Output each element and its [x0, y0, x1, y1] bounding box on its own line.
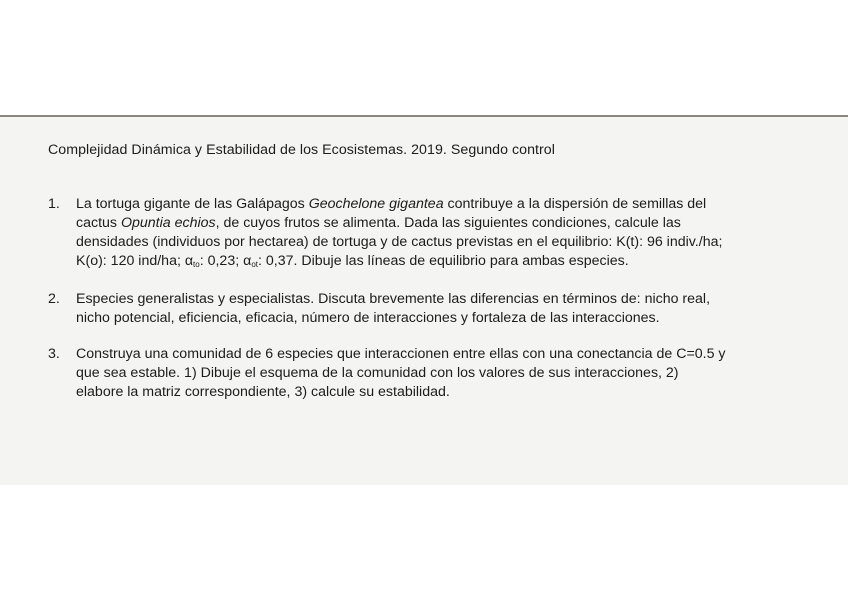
text-run: contribuye a la dispersión de semillas del	[443, 196, 707, 212]
question-line: densidades (individuos por hectarea) de tortuga y de cactus previstas en el equilibrio: K(t): 96 indiv./ha;	[76, 234, 723, 250]
page-margin-bottom	[0, 485, 848, 599]
subscript: to	[193, 260, 200, 269]
question-line	[76, 252, 808, 274]
question-line: nicho potencial, eficiencia, eficacia, número de interacciones y fortaleza de las interacciones.	[76, 310, 660, 326]
subscript: ot	[251, 260, 258, 269]
text-run: : 0,23; α	[199, 253, 252, 269]
question-number: 3.	[48, 346, 60, 362]
question-body	[76, 195, 808, 274]
question-line: Especies generalistas y especialistas. Discuta brevemente las diferencias en términos de: nicho real,	[76, 291, 711, 307]
question-body	[76, 345, 808, 402]
text-run: La tortuga gigante de las Galápagos	[76, 196, 309, 212]
text-run: K(o): 120 ind/ha; α	[76, 253, 194, 269]
question-number: 1.	[48, 196, 60, 212]
text-run: : 0,37. Dibuje las líneas de equilibrio para ambas especies.	[257, 253, 629, 269]
question-line: que sea estable. 1) Dibuje el esquema de la comunidad con los valores de sus interacciones, 2)	[76, 365, 679, 381]
species-name: Opuntia echios	[120, 215, 216, 231]
text-run: , de cuyos frutos se alimenta. Dada las siguientes condiciones, calcule las	[215, 215, 681, 231]
text-run: cactus	[76, 215, 121, 231]
question-2	[48, 290, 808, 328]
question-body	[76, 290, 808, 328]
question-line	[76, 214, 808, 233]
question-3	[48, 345, 808, 402]
question-line: Construya una comunidad de 6 especies que interaccionen entre ellas con una conectancia de C=0.5 y	[76, 346, 726, 362]
species-name: Geochelone gigantea	[308, 196, 444, 212]
question-line: elabore la matriz correspondiente, 3) calcule su estabilidad.	[76, 384, 450, 400]
question-1	[48, 195, 808, 274]
document-title: Complejidad Dinámica y Estabilidad de los Ecosistemas. 2019. Segundo control	[48, 142, 555, 158]
question-line	[76, 195, 808, 214]
page-margin-top	[0, 0, 848, 115]
question-number: 2.	[48, 291, 60, 307]
